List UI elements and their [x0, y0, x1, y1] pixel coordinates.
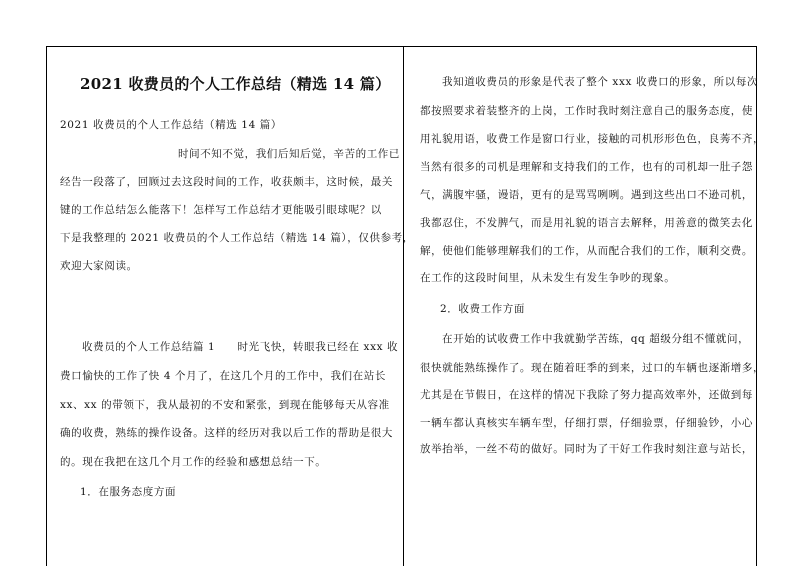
text-line: 时间不知不觉，我们后知后觉，辛苦的工作已	[178, 148, 400, 160]
text-line: 费口愉快的工作了快 4 个月了，在这几个月的工作中，我们在站长	[60, 370, 386, 382]
text-line: 我都忍住，不发脾气，而是用礼貌的语言去解释，用善意的微笑去化	[420, 217, 753, 229]
text-line: 气，满腹牢骚，谩语，更有的是骂骂咧咧。遇到这些出口不逊司机，	[420, 189, 753, 201]
text-line: 收费员的个人工作总结篇 1 时光飞快，转眼我已经在 xxx 收	[82, 341, 399, 353]
document-title: 2021 收费员的个人工作总结（精选 14 篇）	[80, 75, 391, 93]
text-line: 经告一段落了，回顾过去这段时间的工作，收获颇丰，这时候，最关	[60, 176, 393, 188]
text-line: 确的收费，熟练的操作设备。这样的经历对我以后工作的帮助是很大	[60, 427, 393, 439]
text-line: 一辆车都认真核实车辆车型，仔细打票，仔细验票，仔细验钞，小心	[420, 417, 753, 429]
text-line: 我知道收费员的形象是代表了整个 xxx 收费口的形象，所以每次	[442, 76, 759, 88]
text-line: 很快就能熟练操作了。现在随着旺季的到来，过口的车辆也逐渐增多，	[420, 362, 765, 374]
text-line: 2．收费工作方面	[440, 303, 525, 315]
text-line: 尤其是在节假日，在这样的情况下我除了努力提高效率外，还做到每	[420, 389, 753, 401]
text-line: 1．在服务态度方面	[80, 486, 177, 498]
text-line: 都按照要求着装整齐的上岗，工作时我时刻注意自己的服务态度，使	[420, 105, 753, 117]
text-line: 键的工作总结怎么能落下！怎样写工作总结才更能吸引眼球呢？以	[60, 204, 382, 216]
text-line: 放举抬举，一丝不苟的做好。同时为了干好工作我时刻注意与站长，	[420, 443, 753, 455]
text-line: 2021 收费员的个人工作总结（精选 14 篇）	[60, 119, 282, 131]
text-line: 欢迎大家阅读。	[60, 260, 138, 272]
text-line: 的。现在我把在这几个月工作的经验和感想总结一下。	[60, 456, 327, 468]
text-line: 解，使他们能够理解我们的工作，从而配合我们的工作，顺利交费。	[420, 245, 753, 257]
column-divider	[403, 46, 404, 566]
text-line: 在工作的这段时间里，从未发生有发生争吵的现象。	[420, 272, 676, 284]
text-line: xx、xx 的带领下，我从最初的不安和紧张，到现在能够每天从容准	[60, 399, 390, 411]
text-line: 下是我整理的 2021 收费员的个人工作总结（精选 14 篇），仅供参考，	[60, 232, 414, 244]
text-line: 用礼貌用语，收费工作是窗口行业，接触的司机形形色色，良莠不齐，	[420, 133, 765, 145]
text-line: 当然有很多的司机是理解和支持我们的工作，也有的司机却一肚子怨	[420, 161, 753, 173]
text-line: 在开始的试收费工作中我就勤学苦练，qq 超级分组不懂就问，	[442, 333, 750, 345]
